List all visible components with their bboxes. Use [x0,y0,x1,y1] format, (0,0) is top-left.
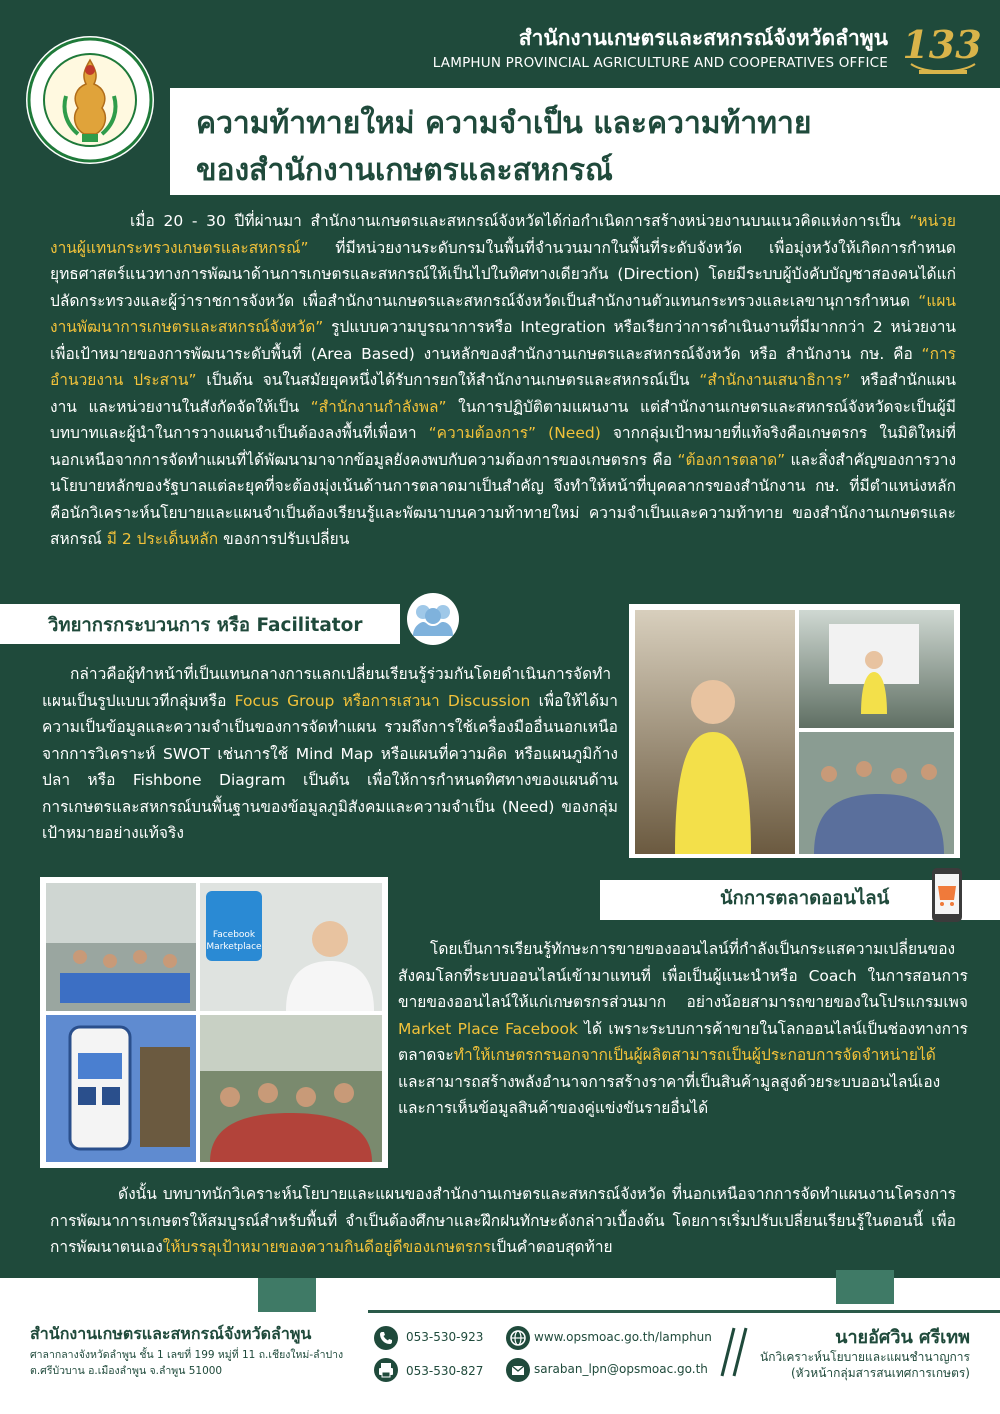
body-text: เป็นต้น จนในสมัยยุคหนึ่งได้รับการยกให้สำนักงานเกษตรและสหกรณ์เป็น [196,371,700,389]
section1-title: วิทยากรกระบวนการ หรือ Facilitator [48,615,363,636]
highlight-text: Focus Group หรือการเสวนา Discussion [234,691,531,710]
section2-title: นักการตลาดออนไลน์ [720,888,890,909]
highlight-text: “ความต้องการ” (Need) [428,424,601,442]
section2-paragraph [398,936,968,1122]
footer-accent-block [836,1270,894,1304]
body-text: เมื่อ 20 - 30 ปีที่ผ่านมา สำนักงานเกษตรและสหกรณ์จังหวัดได้ก่อกำเนิดการสร้างหน่วยงานบนแนวคิดแห่งการเป็น [130,212,910,230]
section2-photo-collage [40,877,388,1168]
fax-icon [374,1358,398,1382]
author-position: นักวิเคราะห์นโยบายและแผนชำนาญการ [760,1350,970,1364]
facebook-marketplace-label: Facebook [212,930,256,940]
highlight-text: “หน่วยงานผู้แทนกระทรวงเกษตรและสหกรณ์” [50,212,956,257]
intro-paragraph [50,208,956,553]
svg-text:Marketplace: Marketplace [206,942,262,952]
phone-number[interactable]: 053-530-923 [406,1330,484,1344]
fax-number[interactable]: 053-530-827 [406,1364,484,1378]
highlight-text: มี 2 ประเด็นหลัก [106,530,219,548]
body-text: โดยเป็นการเรียนรู้ทักษะการขายของออนไลน์ที่กำลังเป็นกระแสความเปลี่ยนของสังคมโลกที่ระบบออนไลน์เข้ามาแทนที่ เพื่อเป็นผู้แนะนำหรือ Coach ในการสอนการขายของออนไลน์ให้แก่เกษตรกรส่วนมาก อย่างน้อยสามารถขายของในโปรแกรมเพจ [398,940,968,1011]
body-text: ในการปฏิบัติตามแผนงาน แต่สำนักงานเกษตรและสหกรณ์จังหวัดจะเป็นผู้มีบทบาทและผู้นำในการวางแผนจำเป็นต้องลงพื้นที่เพื่อหา [50,397,957,442]
globe-icon [506,1326,530,1350]
anniversary-emblem [905,14,980,84]
body-text: หรือสำนักแผนงาน และหน่วยงานในสังกัดจัดให้เป็น [50,371,956,416]
footer-divider [368,1310,1000,1313]
highlight-text: “การอำนวยงาน ประสาน” [50,344,956,389]
office-name-thai: สำนักงานเกษตรและสหกรณ์จังหวัดลำพูน [518,26,888,50]
email-icon [506,1358,530,1382]
section1-paragraph [42,661,618,847]
author-name: นายอัศวิน ศรีเทพ [835,1327,970,1348]
author-role: (หัวหน้ากลุ่มสารสนเทศการเกษตร) [790,1366,970,1380]
page-title-line2: ของสำนักงานเกษตรและสหกรณ์ [196,153,613,188]
body-text: จากกลุ่มเป้าหมายที่แท้จริงคือเกษตรกร ในมิติใหม่ที่นอกเหนือจากการจัดทำแผนที่ได้พัฒนามาจากข้อมูลยังคงพบกับความต้องการของเกษตรกร คือ [50,424,957,469]
body-text: เพื่อให้ได้มาความเป็นข้อมูลและความจำเป็นของการจัดทำแผน รวมถึงการใช้เครื่องมืออื่นนอกเหนือจากการวิเคราะห์ SWOT เช่นการใช้ Mind Map หรือแผนที่ความคิด หรือแผนภูมิก้างปลา หรือ Fishbone Diagram เป็นต้น เพื่อให้การกำหนดทิศทางของแผนด้านการเกษตรและสหกรณ์บนพื้นฐานของข้อมูลภูมิสังคมและความจำเป็น (Need) ของกลุ่มเป้าหมายอย่างแท้จริง [42,691,618,842]
highlight-text: ให้บรรลุเป้าหมายของความกินดีอยู่ดีของเกษตรกร [162,1238,492,1256]
body-text: และสิ่งสำคัญของการวางนโยบายหลักของรัฐบาลแต่ละยุคที่จะต้องมุ่งเน้นด้านการตลาดมาเป็นสำคัญ จึงทำให้หน้าที่บุคคลากรของสำนักงาน กษ. ที่มีตำแหน่งหลักคือนักวิเคราะห์นโยบายและแผนจำเป็นต้องเรียนรู้และพัฒนาบนความท้าทายใหม่ ความจำเป็นและความท้าทาย ของสำนักงานเกษตรและสหกรณ์ [50,450,957,548]
footer-accent-block [258,1278,316,1312]
footer-office-name: สำนักงานเกษตรและสหกรณ์จังหวัดลำพูน [30,1324,312,1343]
website-link[interactable]: www.opsmoac.go.th/lamphun [534,1330,712,1344]
body-text: ดังนั้น บทบาทนักวิเคราะห์นโยบายและแผนของสำนักงานเกษตรและสหกรณ์จังหวัด ที่นอกเหนือจากการจัดทำแผนงานโครงการการพัฒนาการเกษตรให้สมบูรณ์สำหรับพื้นที่ จำเป็นต้องศึกษาและฝึกฝนทักษะดังกล่าวเบื้องต้น โดยการเริ่มปรับเปลี่ยนเรียนรู้ในตอนนี้ เพื่อการพัฒนาตนเอง [50,1185,956,1256]
highlight-text: “สำนักงานกำลังพล” [310,397,447,416]
body-text: กล่าวคือผู้ทำหน้าที่เป็นแทนกลางการแลกเปลี่ยนเรียนรู้ร่วมกันโดยดำเนินการจัดทำแผนเป็นรูปแบบเวทีกลุ่มหรือ [42,665,612,710]
shopping-phone-icon [928,866,968,924]
section1-photo-collage [629,604,960,858]
footer-address-line1: ศาลากลางจังหวัดลำพูน ชั้น 1 เลขที่ 199 หมู่ที่ 11 ถ.เชียงใหม่-ลำปาง [30,1349,344,1361]
highlight-text: “แผนงานพัฒนาการเกษตรและสหกรณ์จังหวัด” [50,291,956,336]
people-group-icon [405,592,461,646]
anniversary-number: 133 [905,22,980,67]
phone-icon [374,1326,398,1350]
highlight-text: “สำนักงานเสนาธิการ” [699,371,851,389]
footer-slash-divider [718,1326,748,1382]
highlight-text: “ต้องการตลาด” [677,450,786,469]
body-text: ได้ เพราะระบบการค้าขายในโลกออนไลน์เป็นช่องทางการตลาดจะ [398,1019,968,1064]
body-text: ของการปรับเปลี่ยน [218,530,350,548]
office-name-english: LAMPHUN PROVINCIAL AGRICULTURE AND COOPERATIVES OFFICE [432,55,888,71]
highlight-text: ทำให้เกษตรกรนอกจากเป็นผู้ผลิตสามารถเป็นผู้ประกอบการจัดจำหน่ายได้ [453,1046,936,1064]
ministry-logo [26,36,154,164]
conclusion-paragraph [50,1181,956,1261]
body-text: รูปแบบความบูรณาการหรือ Integration หรือเรียกว่าการดำเนินงานที่มีมากกว่า 2 หน่วยงานเพื่อเป้าหมายของการพัฒนาระดับพื้นที่ (Area Based) งานหลักของสำนักงานเกษตรและสหกรณ์จังหวัด หรือ สำนักงาน กษ. คือ [50,318,956,363]
email-link[interactable]: saraban_lpn@opsmoac.go.th [534,1362,708,1376]
body-text: ที่มีหน่วยงานระดับกรมในพื้นที่จำนวนมากในพื้นที่ระดับจังหวัด เพื่อมุ่งหวังให้เกิดการกำหนดยุทธศาสตร์แนวทางการพัฒนาด้านการเกษตรและสหกรณ์ให้เป็นไปในทิศทางเดียวกัน (Direction) โดยมีระบบผู้บังคับบัญชาสองคนได้แก่ปลัดกระทรวงและผู้ว่าราชการจังหวัด เพื่อสำนักงานเกษตรและสหกรณ์จังหวัดเป็นสำนักงานตัวแทนกระทรวงและเลขานุการกำหนด [50,238,956,310]
footer-address-line2: ต.ศรีบัวบาน อ.เมืองลำพูน จ.ลำพูน 51000 [30,1365,223,1377]
highlight-text: Market Place Facebook [398,1019,578,1038]
page-title-line1: ความท้าทายใหม่ ความจำเป็น และความท้าทาย [196,106,812,141]
body-text: เป็นคำตอบสุดท้าย [491,1238,613,1256]
body-text: และสามารถสร้างพลังอำนาจการสร้างราคาที่เป็นสินค้ามูลสูงด้วยระบบออนไลน์เอง และการเห็นข้อมูลสินค้าของคู่แข่งขันรายอื่นได้ [398,1072,941,1117]
